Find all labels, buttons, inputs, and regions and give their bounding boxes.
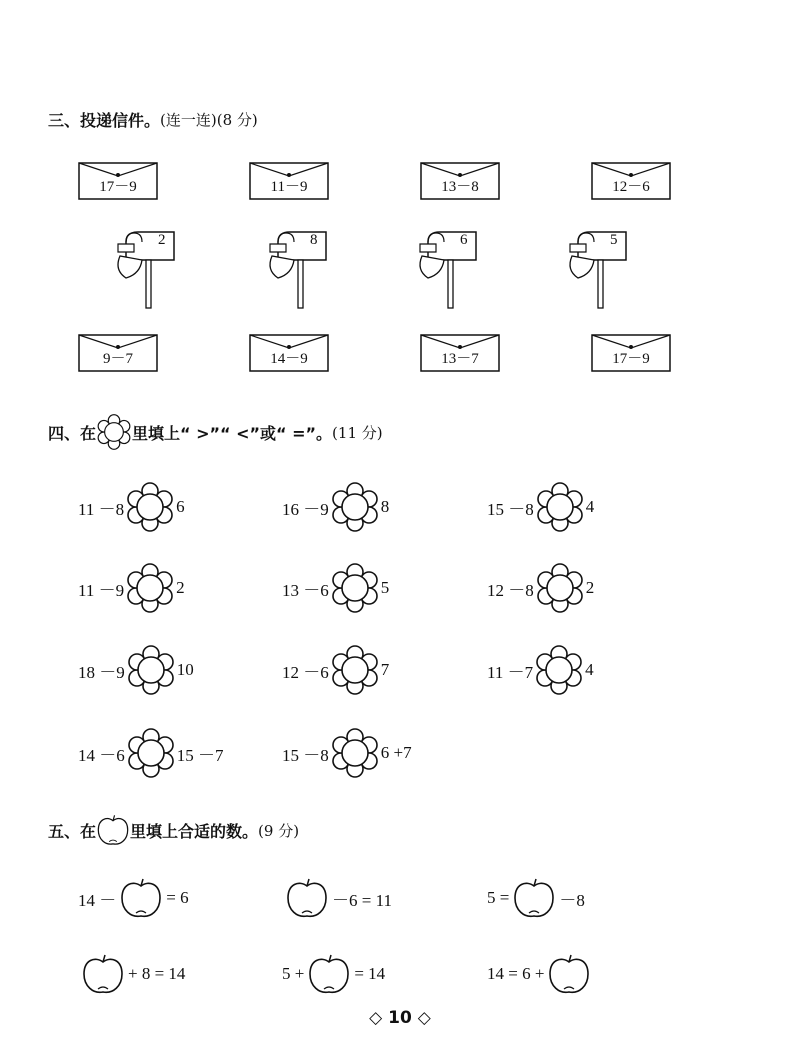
section4-heading bbox=[48, 414, 383, 450]
flower-answer-blank[interactable] bbox=[126, 645, 176, 695]
flower-icon bbox=[96, 414, 132, 450]
compare-problem-9 bbox=[487, 645, 594, 695]
mailbox-1[interactable] bbox=[112, 230, 182, 310]
envelope-expression: 9－7 bbox=[102, 351, 133, 367]
problem-right: 10 bbox=[176, 660, 194, 679]
section3-title: 三、投递信件。 bbox=[48, 111, 161, 130]
problem-left: 11 －9 bbox=[78, 580, 125, 600]
problem-left: 14 －6 bbox=[78, 745, 125, 765]
mailbox-number: 2 bbox=[158, 232, 166, 248]
section5-note: (9 分) bbox=[258, 821, 300, 840]
flower-answer-blank[interactable] bbox=[330, 728, 380, 778]
fill-problem-3 bbox=[487, 876, 585, 920]
envelope-expression: 14－9 bbox=[270, 351, 308, 367]
problem-after: + 8 = 14 bbox=[128, 964, 186, 983]
compare-problem-1 bbox=[78, 482, 185, 532]
mailbox-4[interactable] bbox=[564, 230, 634, 310]
mailbox-number: 6 bbox=[460, 232, 468, 248]
flower-answer-blank[interactable] bbox=[125, 482, 175, 532]
apple-answer-blank[interactable] bbox=[81, 952, 125, 996]
fill-problem-2 bbox=[282, 876, 392, 920]
problem-left: 13 －6 bbox=[282, 580, 329, 600]
problem-after: －8 bbox=[559, 890, 585, 910]
compare-problem-5 bbox=[282, 563, 389, 613]
compare-problem-3 bbox=[487, 482, 594, 532]
compare-problem-11 bbox=[282, 728, 412, 778]
envelope-top-3[interactable] bbox=[420, 162, 500, 200]
problem-before: 5 = bbox=[487, 888, 510, 907]
problem-right: 8 bbox=[380, 497, 390, 516]
problem-right: 2 bbox=[585, 578, 595, 597]
flower-answer-blank[interactable] bbox=[125, 563, 175, 613]
problem-before: 5 + bbox=[282, 964, 305, 983]
mailbox-number: 5 bbox=[610, 232, 618, 248]
section3-note: (连一连)(8 分) bbox=[160, 111, 258, 129]
mailbox-icon bbox=[112, 230, 182, 310]
envelope-top-1[interactable] bbox=[78, 162, 158, 200]
flower-answer-blank[interactable] bbox=[535, 563, 585, 613]
problem-left: 16 －9 bbox=[282, 499, 329, 519]
compare-problem-6 bbox=[487, 563, 594, 613]
problem-left: 12 －6 bbox=[282, 662, 329, 682]
problem-before: 14 － bbox=[78, 890, 117, 910]
apple-icon bbox=[96, 813, 130, 847]
problem-right: 7 bbox=[380, 660, 390, 679]
envelope-top-2[interactable] bbox=[249, 162, 329, 200]
flower-answer-blank[interactable] bbox=[330, 645, 380, 695]
problem-after: = 14 bbox=[354, 964, 386, 983]
compare-problem-8 bbox=[282, 645, 389, 695]
apple-answer-blank[interactable] bbox=[512, 876, 556, 920]
mailbox-2[interactable] bbox=[264, 230, 334, 310]
section4-note: (11 分) bbox=[332, 423, 383, 442]
fill-problem-6 bbox=[487, 952, 594, 996]
mailbox-icon bbox=[414, 230, 484, 310]
envelope-bottom-4[interactable] bbox=[591, 334, 671, 372]
problem-right: 6 +7 bbox=[380, 743, 412, 762]
flower-answer-blank[interactable] bbox=[330, 482, 380, 532]
section5-heading bbox=[48, 813, 299, 847]
envelope-expression: 17－9 bbox=[612, 351, 650, 367]
fill-problem-5 bbox=[282, 952, 385, 996]
compare-problem-2 bbox=[282, 482, 389, 532]
problem-left: 15 －8 bbox=[487, 499, 534, 519]
section3-heading bbox=[48, 108, 258, 131]
problem-left: 11 －8 bbox=[78, 499, 125, 519]
page-number: ◇ 10 ◇ bbox=[369, 1008, 431, 1028]
problem-right: 6 bbox=[176, 497, 185, 516]
envelope-expression: 11－9 bbox=[270, 179, 308, 195]
problem-after: －6 = 11 bbox=[332, 890, 392, 910]
section5-title-suffix: 里填上合适的数。 bbox=[130, 821, 259, 841]
compare-problem-10 bbox=[78, 728, 224, 778]
mailbox-number: 8 bbox=[310, 232, 318, 248]
envelope-expression: 13－7 bbox=[441, 351, 479, 367]
problem-left: 15 －8 bbox=[282, 745, 329, 765]
apple-answer-blank[interactable] bbox=[285, 876, 329, 920]
problem-right: 4 bbox=[585, 497, 595, 516]
section5-title-prefix: 五、在 bbox=[48, 821, 97, 841]
mailbox-icon bbox=[264, 230, 334, 310]
section4-title-prefix: 四、在 bbox=[48, 423, 97, 443]
envelope-bottom-3[interactable] bbox=[420, 334, 500, 372]
flower-answer-blank[interactable] bbox=[535, 482, 585, 532]
mailbox-icon bbox=[564, 230, 634, 310]
flower-answer-blank[interactable] bbox=[330, 563, 380, 613]
problem-left: 12 －8 bbox=[487, 580, 534, 600]
envelope-expression: 17－9 bbox=[99, 179, 137, 195]
problem-right: 5 bbox=[380, 578, 390, 597]
fill-problem-4 bbox=[78, 952, 185, 996]
problem-left: 18 －9 bbox=[78, 662, 125, 682]
problem-left: 11 －7 bbox=[487, 662, 534, 682]
problem-before: 14 = 6 + bbox=[487, 964, 545, 983]
compare-problem-4 bbox=[78, 563, 185, 613]
problem-right: 15 －7 bbox=[176, 745, 224, 765]
flower-answer-blank[interactable] bbox=[534, 645, 584, 695]
problem-after: = 6 bbox=[166, 888, 189, 907]
problem-right: 2 bbox=[176, 578, 185, 597]
compare-problem-7 bbox=[78, 645, 194, 695]
apple-answer-blank[interactable] bbox=[307, 952, 351, 996]
apple-answer-blank[interactable] bbox=[119, 876, 163, 920]
envelope-expression: 13－8 bbox=[441, 179, 479, 195]
envelope-expression: 12－6 bbox=[612, 179, 650, 195]
mailbox-3[interactable] bbox=[414, 230, 484, 310]
section4-title-suffix: 里填上“ >”“ <”或“ =”。 bbox=[132, 423, 333, 443]
fill-problem-1 bbox=[78, 876, 189, 920]
envelope-bottom-2[interactable] bbox=[249, 334, 329, 372]
flower-answer-blank[interactable] bbox=[126, 728, 176, 778]
envelope-top-4[interactable] bbox=[591, 162, 671, 200]
apple-answer-blank[interactable] bbox=[547, 952, 591, 996]
problem-right: 4 bbox=[585, 660, 594, 679]
envelope-bottom-1[interactable] bbox=[78, 334, 158, 372]
